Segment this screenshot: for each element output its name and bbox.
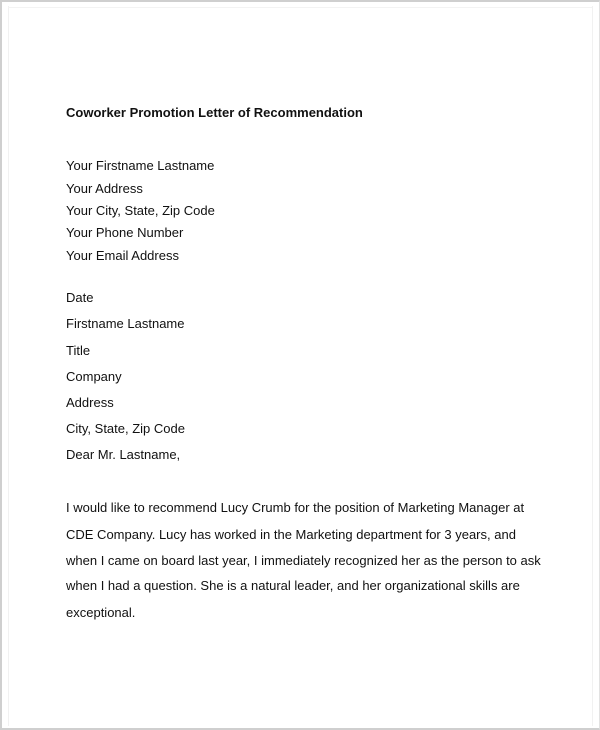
sender-name: Your Firstname Lastname <box>66 158 215 173</box>
recipient-address: Address <box>66 395 114 410</box>
sender-email: Your Email Address <box>66 248 179 263</box>
recipient-company: Company <box>66 369 122 384</box>
sender-phone: Your Phone Number <box>66 225 184 240</box>
page-margin-guide-right <box>592 6 593 726</box>
salutation: Dear Mr. Lastname, <box>66 447 181 462</box>
body-line: when I had a question. She is a natural leader, and her organizational skills are <box>66 578 520 593</box>
body-line: when I came on board last year, I immediately recognized her as the person to ask <box>66 553 541 568</box>
body-line: CDE Company. Lucy has worked in the Marketing department for 3 years, and <box>66 527 516 542</box>
sender-city-state-zip: Your City, State, Zip Code <box>66 203 215 218</box>
recipient-title: Title <box>66 343 91 358</box>
document-title: Coworker Promotion Letter of Recommendation <box>66 105 363 120</box>
sender-address: Your Address <box>66 181 143 196</box>
page-margin-guide-left <box>8 6 9 726</box>
body-line: exceptional. <box>66 605 136 620</box>
letter-date: Date <box>66 290 94 305</box>
body-line: I would like to recommend Lucy Crumb for the position of Marketing Manager at <box>66 500 525 515</box>
page-margin-guide-top <box>8 7 593 8</box>
recipient-name: Firstname Lastname <box>66 316 185 331</box>
recipient-city-state-zip: City, State, Zip Code <box>66 421 185 436</box>
